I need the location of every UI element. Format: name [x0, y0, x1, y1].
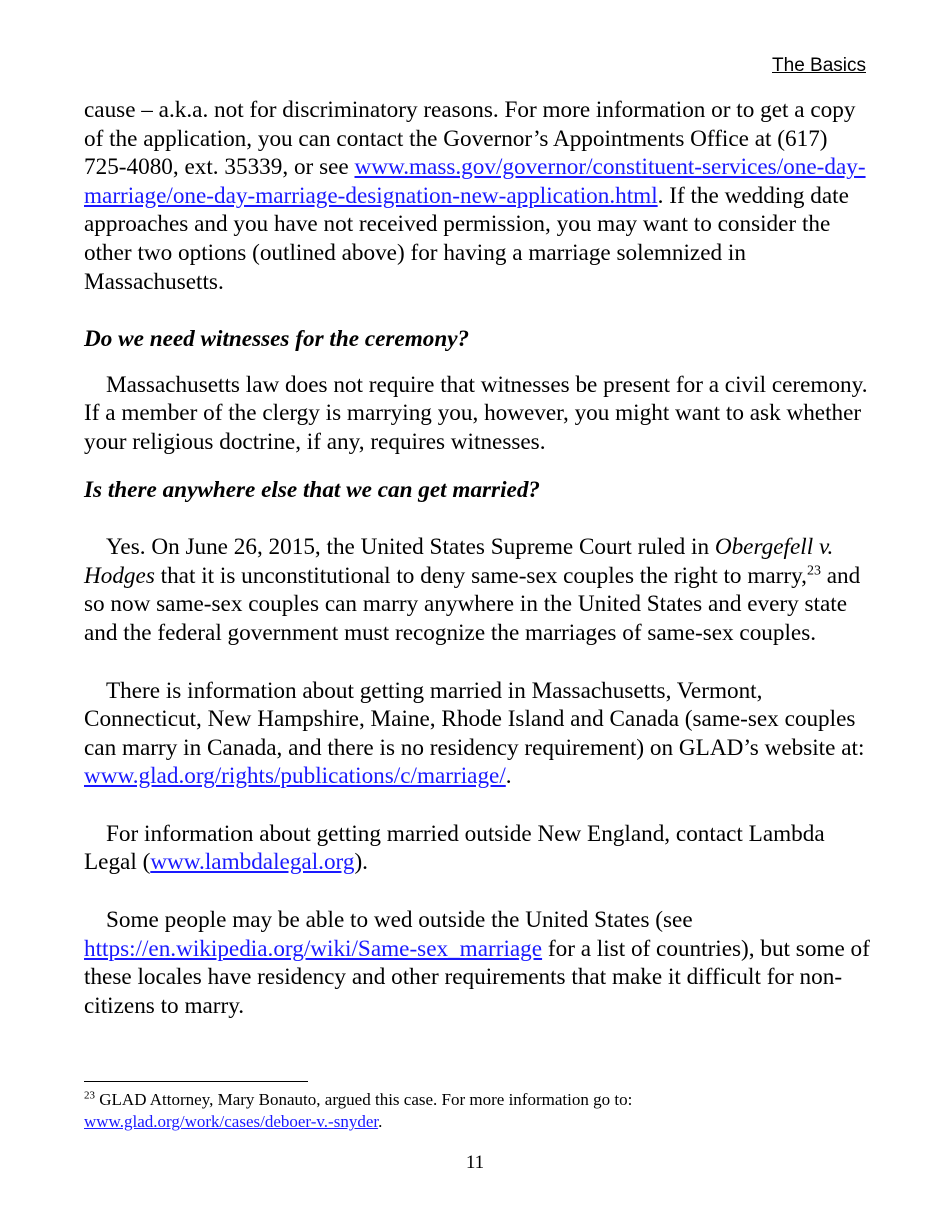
footnote-text: . [378, 1112, 383, 1131]
footnote-ref[interactable]: 23 [806, 562, 821, 578]
running-header: The Basics [772, 55, 866, 76]
lambda-legal-link[interactable]: www.lambdalegal.org [150, 849, 355, 876]
footnote-text: GLAD Attorney, Mary Bonauto, argued this case. For more information go to: [95, 1090, 633, 1109]
paragraph-obergefell [84, 533, 874, 647]
wikipedia-link[interactable]: https://en.wikipedia.org/wiki/Same-sex_marriage [84, 935, 543, 962]
paragraph-text: and so now same-sex couples can marry anywhere in the United States and every state and the federal government must recognize the marriages of same-sex couples. [84, 562, 861, 646]
paragraph-text: . [505, 763, 512, 790]
heading-witnesses: Do we need witnesses for the ceremony? [84, 326, 470, 353]
paragraph-text: Some people may be able to wed outside the United States (see [106, 907, 693, 934]
paragraph-lambda-legal [84, 820, 874, 877]
paragraph-governor-office [84, 96, 874, 296]
page-number: 11 [465, 1152, 485, 1173]
paragraph-text: ). [354, 849, 368, 876]
paragraph-text: for a list of countries), but some of these locales have residency and other requirements that make it difficult for non-citizens to marry. [84, 935, 870, 1019]
footnote-divider [84, 1081, 308, 1082]
paragraph-text: . If the wedding date approaches and you have not received permission, you may want to consider the other two options (outlined above) for having a marriage solemnized in Massachusetts. [84, 182, 849, 295]
paragraph-text: cause – a.k.a. not for discriminatory reasons. For more information or to get a copy of the application, you can contact the Governor’s Appointments Office at (617) 725-4080, ext. 35339, or see [84, 97, 856, 181]
heading-elsewhere: Is there anywhere else that we can get married? [84, 476, 541, 503]
paragraph-witnesses: Massachusetts law does not require that witnesses be present for a civil ceremony. If a member of the clergy is marrying you, however, you might want to ask whether your religious doctrine, if any, requires witnesses. [84, 371, 868, 455]
paragraph-text: There is information about getting married in Massachusetts, Vermont, Connecticut, New Hampshire, Maine, Rhode Island and Canada (same-sex couples can marry in Canada, and there is no residency requirement) on GLAD’s website at: [84, 677, 865, 761]
mass-gov-application-link[interactable]: www.mass.gov/governor/constituent-services/one-day-marriage/one-day-marriage-designation-new-application.html [84, 154, 866, 209]
paragraph-glad-info [84, 677, 874, 791]
deboer-case-link[interactable]: www.glad.org/work/cases/deboer-v.-snyder [84, 1112, 379, 1131]
glad-marriage-link[interactable]: www.glad.org/rights/publications/c/marriage/ [84, 763, 506, 790]
footnote [84, 1089, 874, 1133]
page-body [84, 96, 874, 1020]
case-name: Obergefell v. Hodges [84, 534, 834, 589]
paragraph-text: Yes. On June 26, 2015, the United States Supreme Court ruled in [106, 534, 715, 561]
paragraph-text: For information about getting married outside New England, contact Lambda Legal ( [84, 820, 825, 876]
paragraph-text: that it is unconstitutional to deny same-sex couples the right to marry, [154, 562, 807, 589]
paragraph-abroad [84, 906, 874, 1020]
footnote-number: 23 [84, 1089, 95, 1102]
